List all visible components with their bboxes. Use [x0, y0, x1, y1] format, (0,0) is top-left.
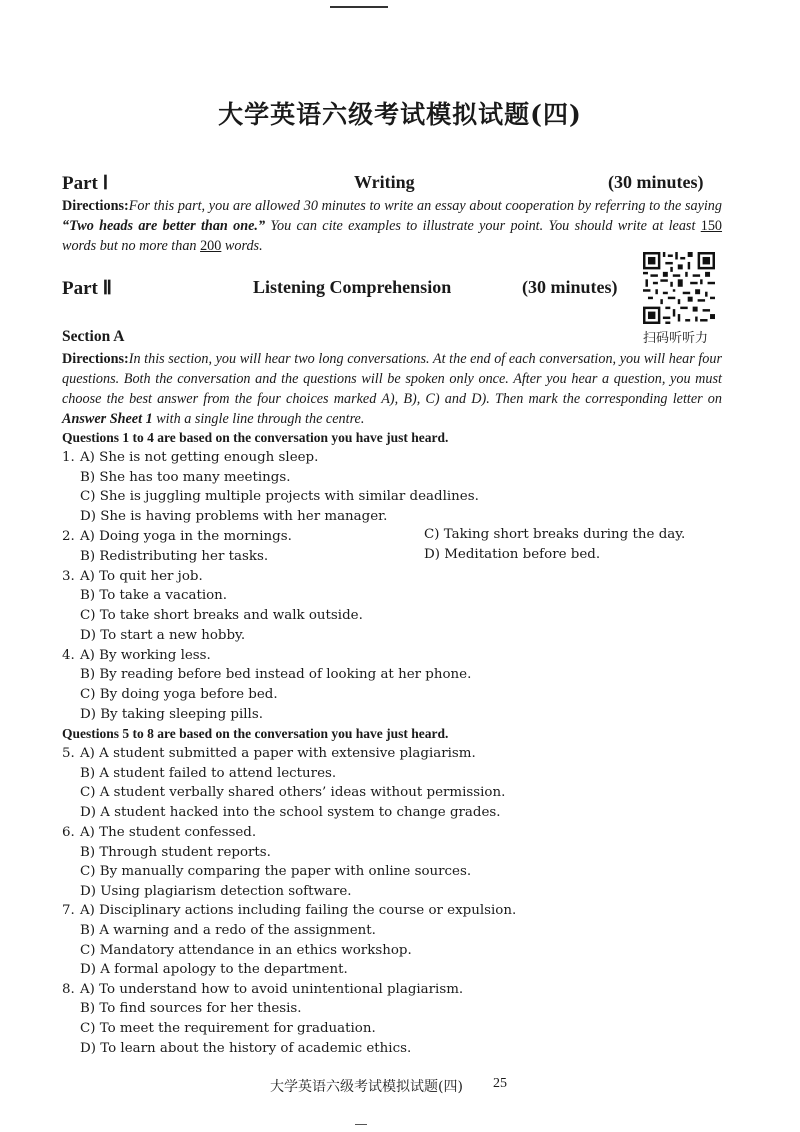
qr-code-icon[interactable]	[642, 251, 716, 325]
option-7b[interactable]: B) A warning and a redo of the assignment.	[80, 923, 376, 938]
part2-answer-sheet: Answer Sheet 1	[62, 411, 153, 427]
page-number: 25	[493, 1076, 507, 1091]
option-6c[interactable]: C) By manually comparing the paper with online sources.	[80, 864, 472, 879]
question-number: 8.	[62, 982, 75, 997]
question-number: 2.	[62, 529, 75, 544]
part2-directions	[62, 349, 722, 429]
option-3d[interactable]: D) To start a new hobby.	[80, 628, 246, 643]
option-1b[interactable]: B) She has too many meetings.	[80, 470, 291, 485]
page-title: 大学英语六级考试模拟试题(四)	[218, 100, 582, 129]
option-6a[interactable]: A) The student confessed.	[80, 825, 257, 840]
option-3b[interactable]: B) To take a vacation.	[80, 588, 228, 603]
part1-time: (30 minutes)	[608, 172, 704, 192]
option-7c[interactable]: C) Mandatory attendance in an ethics workshop.	[80, 943, 412, 958]
option-4c[interactable]: C) By doing yoga before bed.	[80, 687, 278, 702]
question-number: 3.	[62, 569, 75, 584]
part1-min-words: 150	[700, 218, 723, 234]
part2-directions-label: Directions:	[62, 351, 129, 367]
part2-time: (30 minutes)	[522, 277, 618, 297]
option-4d[interactable]: D) By taking sleeping pills.	[80, 707, 263, 722]
option-6b[interactable]: B) Through student reports.	[80, 845, 271, 860]
footer-title: 大学英语六级考试模拟试题(四)	[270, 1079, 463, 1095]
option-5c[interactable]: C) A student verbally shared others’ ideas without permission.	[80, 785, 506, 800]
part1-directions-text-a: For this part, you are allowed 30 minutes to write an essay about cooperation by referring to the saying	[128, 198, 722, 214]
question-number: 5.	[62, 746, 75, 761]
question-number: 6.	[62, 825, 75, 840]
option-8c[interactable]: C) To meet the requirement for graduation.	[80, 1021, 376, 1036]
part1-directions-quote: “Two heads are better than one.”	[62, 218, 266, 234]
part2-directions-text-a: In this section, you will hear two long conversations. At the end of each conversation, you will hear four questions. Both the conversation and the questions will be spoken only once. After you hear a question, you must choose the best answer from the four choices marked A), B), C) and D). Then mark the corresponding letter on	[62, 351, 722, 407]
option-5b[interactable]: B) A student failed to attend lectures.	[80, 766, 337, 781]
group2-heading: Questions 5 to 8 are based on the conversation you have just heard.	[62, 726, 449, 741]
part1-heading: Writing	[354, 172, 415, 192]
option-4b[interactable]: B) By reading before bed instead of looking at her phone.	[80, 667, 472, 682]
part1-label: Part Ⅰ	[62, 173, 109, 194]
question-number: 4.	[62, 648, 75, 663]
option-4a[interactable]: A) By working less.	[80, 648, 211, 663]
bottom-mark	[355, 1124, 367, 1125]
part1-directions-text-c: words but no more than	[62, 238, 197, 254]
option-1c[interactable]: C) She is juggling multiple projects with similar deadlines.	[80, 489, 479, 504]
part2-directions-text-b: with a single line through the centre.	[156, 411, 365, 427]
top-rule	[330, 6, 388, 8]
group1-heading: Questions 1 to 4 are based on the conversation you have just heard.	[62, 430, 449, 445]
option-2c[interactable]: C) Taking short breaks during the day.	[424, 527, 686, 542]
part1-directions-text-b: You can cite examples to illustrate your point. You should write at least	[270, 218, 696, 234]
question-number: 1.	[62, 450, 75, 465]
option-2d[interactable]: D) Meditation before bed.	[424, 547, 601, 562]
option-7a[interactable]: A) Disciplinary actions including failing the course or expulsion.	[80, 903, 517, 918]
option-2b[interactable]: B) Redistributing her tasks.	[80, 549, 269, 564]
part2-label: Part Ⅱ	[62, 278, 112, 299]
part2-heading: Listening Comprehension	[253, 277, 452, 297]
option-8d[interactable]: D) To learn about the history of academic ethics.	[80, 1041, 412, 1056]
option-3c[interactable]: C) To take short breaks and walk outside.	[80, 608, 363, 623]
part1-max-words: 200	[200, 238, 222, 254]
section-a-heading: Section A	[62, 328, 125, 345]
option-5a[interactable]: A) A student submitted a paper with extensive plagiarism.	[80, 746, 476, 761]
part1-directions-text-d: words.	[224, 238, 263, 254]
question-number: 7.	[62, 903, 75, 918]
option-1d[interactable]: D) She is having problems with her manager.	[80, 509, 388, 524]
option-5d[interactable]: D) A student hacked into the school system to change grades.	[80, 805, 501, 820]
option-2a[interactable]: A) Doing yoga in the mornings.	[80, 529, 292, 544]
option-7d[interactable]: D) A formal apology to the department.	[80, 962, 348, 977]
option-1a[interactable]: A) She is not getting enough sleep.	[80, 450, 319, 465]
option-8a[interactable]: A) To understand how to avoid unintentional plagiarism.	[80, 982, 464, 997]
option-3a[interactable]: A) To quit her job.	[80, 569, 203, 584]
qr-label: 扫码听听力	[643, 331, 709, 346]
option-6d[interactable]: D) Using plagiarism detection software.	[80, 884, 352, 899]
part1-directions	[62, 196, 722, 256]
option-8b[interactable]: B) To find sources for her thesis.	[80, 1001, 302, 1016]
part1-directions-label: Directions:	[62, 198, 129, 214]
